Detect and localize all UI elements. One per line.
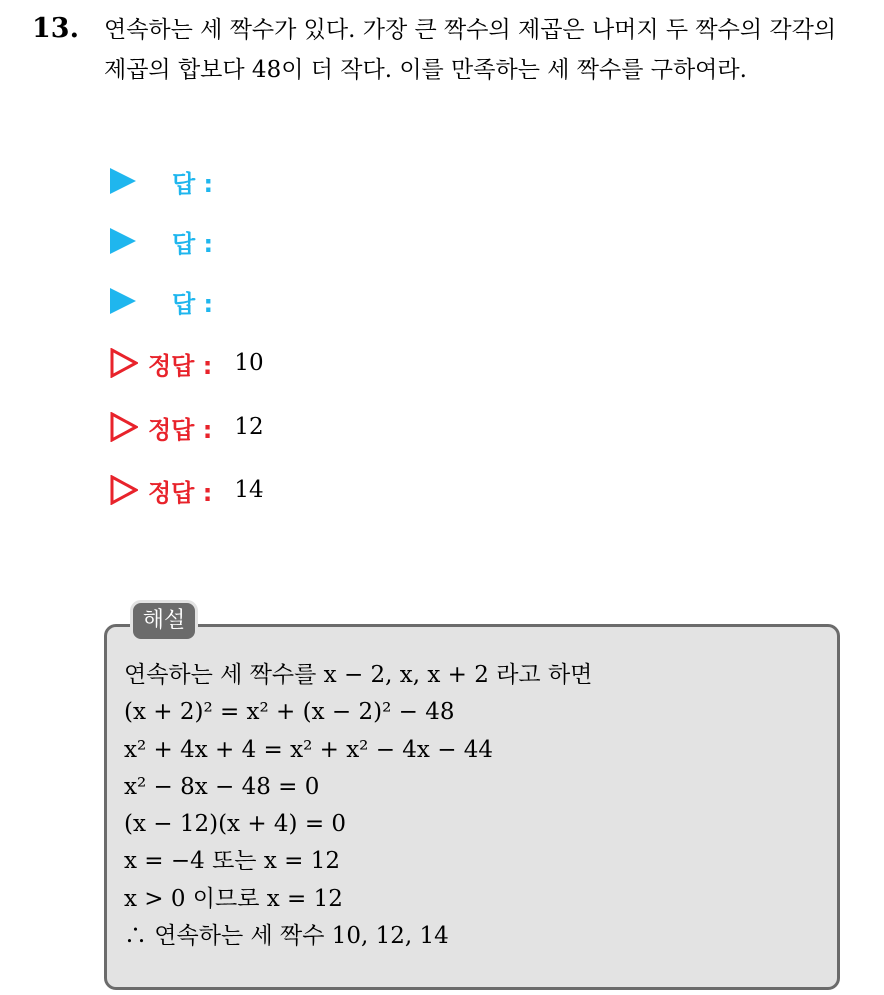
solution-line: x² + 4x + 4 = x² + x² − 4x − 44: [124, 736, 494, 763]
answer-blank-row: [110, 163, 213, 199]
solution-line: x = −4 또는 x = 12: [124, 848, 340, 875]
filled-triangle-right-icon: [110, 168, 136, 194]
answer-blank-label: 답 :: [172, 169, 214, 198]
answer-blank-label: 답 :: [172, 289, 214, 318]
problem-number: 13.: [32, 13, 79, 44]
solution-line: ∴ 연속하는 세 짝수 10, 12, 14: [124, 923, 449, 950]
solution-line: (x + 2)² = x² + (x − 2)² − 48: [124, 699, 455, 726]
solution-lines: [124, 657, 824, 955]
solution-line: x² − 8x − 48 = 0: [124, 773, 320, 800]
correct-answer-row: [110, 409, 264, 445]
outline-triangle-right-icon: [110, 475, 138, 505]
filled-triangle-right-icon: [110, 228, 136, 254]
correct-answer-label: 정답 :: [148, 478, 213, 507]
correct-answer-value: 14: [234, 477, 264, 503]
correct-answer-row: [110, 472, 264, 508]
outline-triangle-right-icon: [110, 348, 138, 378]
solution-title: 해설: [130, 600, 198, 642]
correct-answer-label: 정답 :: [148, 351, 213, 380]
correct-answer-value: 12: [234, 414, 264, 440]
correct-answer-value: 10: [234, 350, 264, 376]
solution-line: 연속하는 세 짝수를 x − 2, x, x + 2 라고 하면: [124, 662, 593, 688]
solution-line: (x − 12)(x + 4) = 0: [124, 811, 347, 838]
answer-blank-label: 답 :: [172, 229, 214, 258]
answer-blank-row: [110, 223, 213, 259]
correct-answer-label: 정답 :: [148, 415, 213, 444]
outline-triangle-right-icon: [110, 412, 138, 442]
problem-text: 연속하는 세 짝수가 있다. 가장 큰 짝수의 제곱은 나머지 두 짝수의 각각의 제곱의 합보다 48이 더 작다. 이를 만족하는 세 짝수를 구하여라.: [104, 17, 837, 83]
answer-blank-row: [110, 283, 213, 319]
correct-answer-row: [110, 345, 264, 381]
filled-triangle-right-icon: [110, 288, 136, 314]
solution-line: x > 0 이므로 x = 12: [124, 885, 343, 912]
